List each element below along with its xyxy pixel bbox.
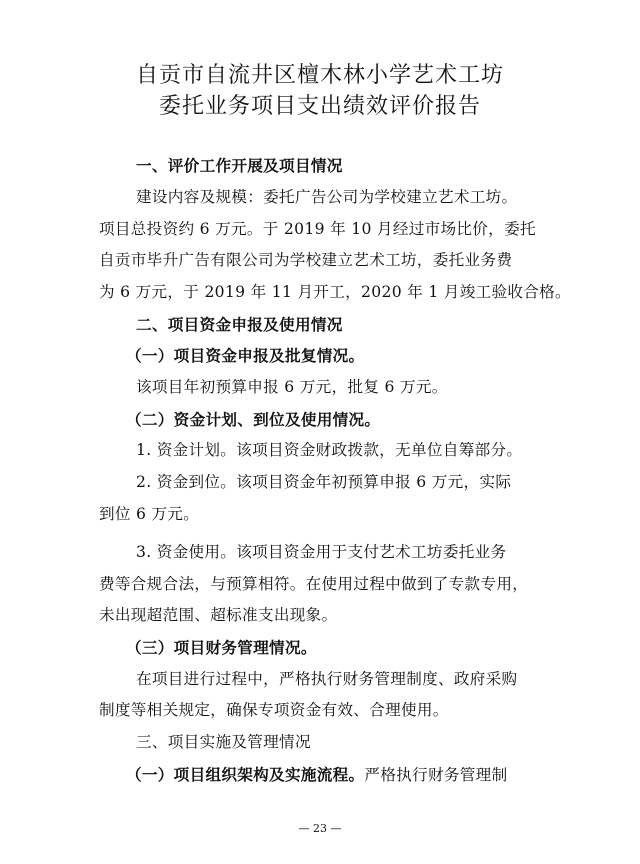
- page-number: — 23 —: [298, 822, 342, 835]
- document-title-line-2: 委托业务项目支出绩效评价报告: [158, 94, 481, 119]
- document-title-line-1: 自贡市自流井区檀木林小学艺术工坊: [135, 63, 504, 88]
- subsection-heading: （二）资金计划、到位及使用情况。: [126, 410, 381, 429]
- section-heading-1: 一、评价工作开展及项目情况: [136, 156, 343, 175]
- paragraph-line: 1. 资金计划。该项目资金财政拨款，无单位自筹部分。: [136, 441, 523, 459]
- paragraph-line: 3. 资金使用。该项目资金用于支付艺术工坊委托业务: [136, 543, 507, 561]
- paragraph-line: 为 6 万元，于 2019 年 11 月开工，2020 年 1 月竣工验收合格。: [99, 283, 571, 301]
- section-heading-2: 二、项目资金申报及使用情况: [136, 315, 343, 334]
- paragraph-line: 项目总投资约 6 万元。于 2019 年 10 月经过市场比价，委托: [99, 220, 536, 238]
- paragraph-line: 制度等相关规定，确保专项资金有效、合理使用。: [99, 701, 449, 719]
- subsection-heading: （一）项目资金申报及批复情况。: [126, 346, 365, 365]
- subsection-heading: （三）项目财务管理情况。: [126, 638, 317, 657]
- paragraph-line: 2. 资金到位。该项目资金年初预算申报 6 万元，实际: [136, 473, 512, 491]
- paragraph-line: 该项目年初预算申报 6 万元，批复 6 万元。: [136, 378, 448, 396]
- paragraph-line: 费等合规合法，与预算相符。在使用过程中做到了专款专用，: [99, 575, 529, 593]
- paragraph-line: 未出现超范围、超标准支出现象。: [99, 606, 338, 624]
- section-heading-3: 三、项目实施及管理情况: [136, 733, 311, 751]
- subsection-heading: （一）项目组织架构及实施流程。: [126, 765, 365, 784]
- paragraph-line: 在项目进行过程中，严格执行财务管理制度、政府采购: [136, 670, 518, 688]
- paragraph-line: 自贡市毕升广告有限公司为学校建立艺术工坊，委托业务费: [99, 251, 513, 269]
- paragraph-line: [126, 767, 507, 784]
- paragraph-text: 严格执行财务管理制: [364, 766, 508, 784]
- paragraph-line: 到位 6 万元。: [99, 505, 200, 523]
- paragraph-line: 建设内容及规模：委托广告公司为学校建立艺术工坊。: [136, 188, 518, 206]
